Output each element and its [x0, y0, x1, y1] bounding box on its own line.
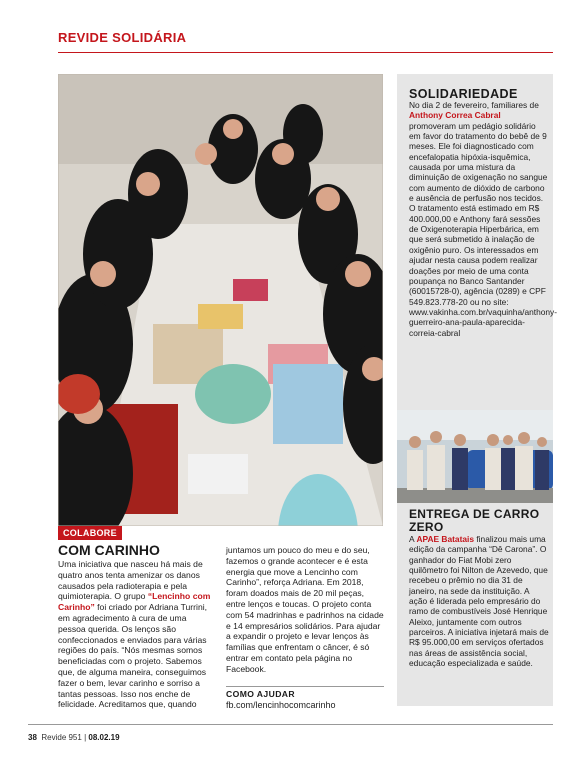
sidebar-text: finalizou mais uma edição da campanha “Dê Carona”. O ganhador do Fiat Mobi zero quilômetro foi Nilton de Azevedo, que recebeu o prêmio no dia 31 de janeiro, na sede da instituição. A ação é liderada pelo empresário do ramo de combustíveis José Henrique Aleixo, juntamente com outros parceiros. A iniciativa injetará mais de R$ 95.000,00 em serviços ofertados nas áreas de assistência social, educação especializada e saúde. [409, 534, 549, 669]
how-to-help-divider [226, 686, 384, 687]
article-column-1 [58, 559, 216, 710]
page-footer [28, 733, 120, 742]
colabore-tag: COLABORE [58, 526, 122, 540]
sidebar-story-2 [409, 534, 549, 668]
article-text: Uma iniciativa que nasceu há mais de quatro anos tenta amenizar os danos causados pela radioterapia e pela quimioterapia. O grupo [58, 559, 203, 602]
institution-name: APAE Batatais [416, 534, 475, 544]
sidebar-text: No dia 2 de fevereiro, familiares de [409, 100, 539, 110]
issue-date: 08.02.19 [88, 733, 120, 742]
main-photo [58, 74, 383, 526]
car-delivery-photo [397, 410, 553, 503]
sidebar-story-1 [409, 100, 558, 338]
article-text: juntamos um pouco do meu e do seu, fazemos o grande acontecer e é esta energia que move a Lencinho com Carinho”, reforça Adriana. Em 2018, foram doados mais de 20 mil peças, entre lenços e toucas. O projeto conta com 54 madrinhas e padrinhos na cidade e 14 empresários solidários. Para ajudar a expandir o projeto e levar lenços às famílias que enfrentam o câncer, é só entrar em contato pela página no Facebook. [226, 545, 384, 674]
sidebar-title-entrega: ENTREGA DE CARRO ZERO [409, 507, 540, 534]
footer-separator: | [84, 733, 87, 742]
sidebar-text: promoveram um pedágio solidário em favor do tratamento do bebê de 9 meses. Ele foi diagnosticado com encefalopatia hipóxia-isquêmica, causada por uma mistura da diminuição de oxigenação no sangue com aumento de dióxido de carbono e ausência de perfusão nos tecidos. O tratamento está estimado em R$ 400.000,00 e Anthony fará sessões de Oxigenoterapia Hiperbárica, em que será submetido à inalação de oxigênio puro. Os interessados em ajudar nesta causa podem realizar doações por meio de uma conta poupança no Banco Santander (60015728-0), agência (0289) e CPF 549.823.778-20 ou no site: www.vakinha.com.br/vaquinha/anthony-guerreiro-ana-paula-aparecida-correia-cabral [409, 120, 558, 338]
how-to-help-title: COMO AJUDAR [226, 689, 296, 699]
top-divider [58, 52, 553, 53]
magazine-name: Revide 951 [41, 733, 82, 742]
section-title: REVIDE SOLIDÁRIA [58, 30, 187, 45]
facebook-link[interactable]: fb.com/lencinhocomcarinho [226, 700, 336, 710]
footer-divider [28, 724, 553, 725]
project-name: “Lencinho com Carinho” [58, 591, 211, 613]
article-column-2 [226, 545, 384, 675]
page-number: 38 [28, 733, 37, 742]
sidebar-title-solidariedade: SOLIDARIEDADE [409, 87, 518, 101]
person-name: Anthony Correa Cabral [409, 110, 501, 121]
article-text: foi criado por Adriana Turrini, em agradecimento à cura de uma pessoa querida. Os lenços são confeccionados e enviados para várias regiões do país. “Nós mesmas somos beneficiadas com o projeto. Sabemos que, de alguma maneira, conseguimos fazer o bem, levar carinho e sorriso a tantas pessoas. Isso nos enche de felicidade. Acreditamos que, quando [58, 602, 208, 710]
sidebar-text: A [409, 534, 417, 544]
article-title: COM CARINHO [58, 542, 160, 558]
